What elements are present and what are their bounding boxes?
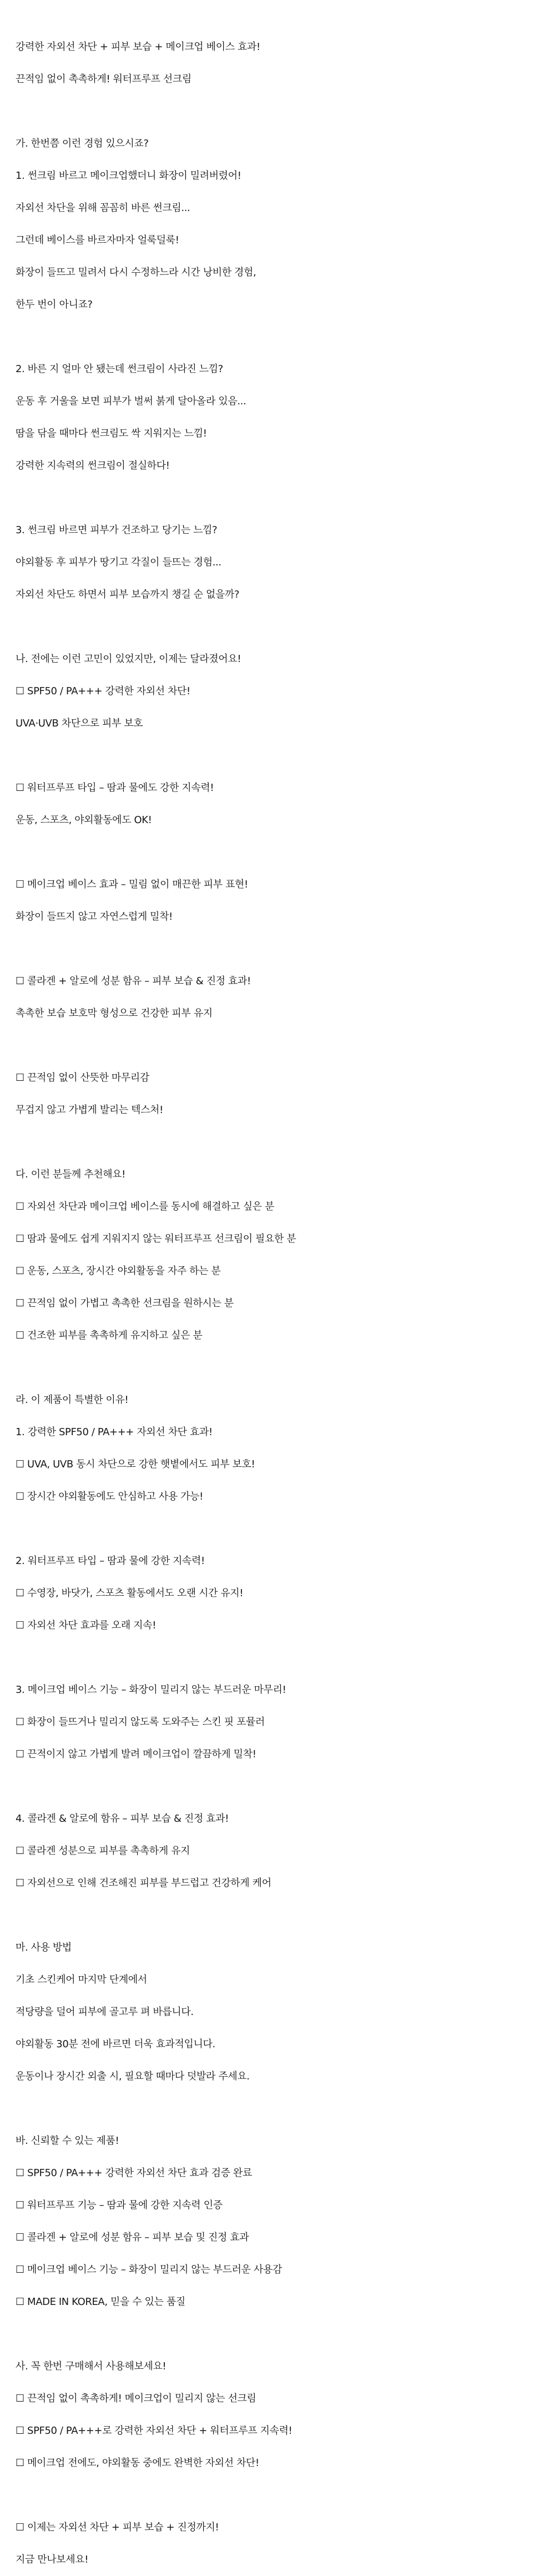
section-heading-line: 4. 콜라겐 & 알로에 함유 – 피부 보습 & 진정 효과! xyxy=(16,1813,229,1825)
paragraph-gap xyxy=(16,1352,555,1384)
text-line: ☐ MADE IN KOREA, 믿을 수 있는 품질 xyxy=(16,2296,185,2308)
text-line: ☐ SPF50 / PA+++ 강력한 자외선 차단! xyxy=(16,685,190,697)
text-line: 무겁지 않고 가볍게 발리는 텍스처! xyxy=(16,1104,163,1116)
paragraph-gap xyxy=(16,96,555,128)
text-line: 화장이 들뜨지 않고 자연스럽게 밀착! xyxy=(16,911,173,923)
text-line: 촉촉한 보습 보호막 형성으로 건강한 피부 유지 xyxy=(16,1008,213,1019)
section-heading-line: 3. 썬크림 바르면 피부가 건조하고 당기는 느낌? xyxy=(16,524,218,536)
text-line: ☐ 끈적임 없이 촉촉하게! 메이크업이 밀리지 않는 선크림 xyxy=(16,2393,256,2404)
section-na-2 xyxy=(16,772,555,836)
text-line: 강력한 지속력의 썬크림이 절실하다! xyxy=(16,460,170,472)
section-ra-2 xyxy=(16,1545,555,1642)
text-line: 운동, 스포츠, 야외활동에도 OK! xyxy=(16,814,152,826)
text-line: 끈적임 없이 촉촉하게! 워터프루프 선크림 xyxy=(16,73,191,85)
text-line: 야외활동 30분 전에 바르면 더욱 효과적입니다. xyxy=(16,2038,215,2050)
paragraph-gap xyxy=(16,321,555,353)
paragraph-gap xyxy=(16,1900,555,1932)
text-line: ☐ UVA, UVB 동시 차단으로 강한 햇볕에서도 피부 보호! xyxy=(16,1459,255,1470)
section-ba xyxy=(16,2125,555,2318)
section-heading-line: ☐ 워터프루프 타입 – 땀과 물에도 강한 지속력! xyxy=(16,782,214,794)
paragraph-gap xyxy=(16,1513,555,1545)
text-line: 1. 썬크림 바르고 메이크업했더니 화장이 밀려버렸어! xyxy=(16,170,241,182)
paragraph-gap xyxy=(16,1126,555,1159)
text-line: ☐ 장시간 야외활동에도 안심하고 사용 가능! xyxy=(16,1491,203,1502)
text-line: ☐ 수영장, 바닷가, 스포츠 활동에서도 오랜 시간 유지! xyxy=(16,1587,244,1599)
text-line: ☐ 땀과 물에도 쉽게 지워지지 않는 워터프루프 선크림이 필요한 분 xyxy=(16,1233,296,1245)
text-line: 야외활동 후 피부가 땅기고 각질이 들뜨는 경험... xyxy=(16,557,221,568)
section-na-4 xyxy=(16,965,555,1030)
section-intro xyxy=(16,31,555,96)
section-ga-2 xyxy=(16,353,555,482)
text-line: 자외선 차단도 하면서 피부 보습까지 챙길 순 없을까? xyxy=(16,589,240,600)
section-heading-line: 3. 메이크업 베이스 기능 – 화장이 밀리지 않는 부드러운 마무리! xyxy=(16,1684,286,1696)
text-line: 화장이 들뜨고 밀려서 다시 수정하느라 시간 낭비한 경험, xyxy=(16,267,256,278)
paragraph-gap xyxy=(16,740,555,772)
paragraph-gap xyxy=(16,482,555,514)
section-sa xyxy=(16,2351,555,2479)
section-da xyxy=(16,1159,555,1352)
text-line: ☐ 콜라겐 + 알로에 성분 함유 – 피부 보습 및 진정 효과 xyxy=(16,2232,249,2243)
text-line: ☐ 워터프루프 기능 – 땀과 물에 강한 지속력 인증 xyxy=(16,2199,223,2211)
text-line: ☐ 화장이 들뜨거나 밀리지 않도록 도와주는 스킨 핏 포뮬러 xyxy=(16,1716,265,1728)
text-line: ☐ SPF50 / PA+++ 강력한 자외선 차단 효과 검증 완료 xyxy=(16,2167,252,2179)
text-line: 운동 후 거울을 보면 피부가 벌써 붉게 달아올라 있음... xyxy=(16,395,246,407)
section-ra-3 xyxy=(16,1674,555,1771)
section-heading-line: ☐ 콜라겐 + 알로에 성분 함유 – 피부 보습 & 진정 효과! xyxy=(16,975,251,987)
text-line: ☐ 메이크업 전에도, 야외활동 중에도 완벽한 자외선 차단! xyxy=(16,2457,259,2469)
text-line: 한두 번이 아니죠? xyxy=(16,299,93,310)
text-line: UVA·UVB 차단으로 피부 보호 xyxy=(16,718,143,729)
text-line: ☐ 운동, 스포츠, 장시간 야외활동을 자주 하는 분 xyxy=(16,1265,221,1277)
section-heading-line: 다. 이런 분들께 추천해요! xyxy=(16,1169,125,1180)
text-line: ☐ 끈적임 없이 가볍고 촉촉한 선크림을 원하시는 분 xyxy=(16,1297,234,1309)
section-ga xyxy=(16,128,555,321)
section-heading-line: ☐ 이제는 자외선 차단 + 피부 보습 + 진정까지! xyxy=(16,2522,219,2533)
section-heading-line: 바. 신뢰할 수 있는 제품! xyxy=(16,2135,119,2147)
section-ga-3 xyxy=(16,514,555,611)
section-heading-line: 마. 사용 방법 xyxy=(16,1942,72,1953)
text-line: 자외선 차단을 위해 꼼꼼히 바른 썬크림... xyxy=(16,202,190,214)
section-heading-line: 강력한 자외선 차단 + 피부 보습 + 메이크업 베이스 효과! xyxy=(16,41,260,53)
section-ra-4 xyxy=(16,1803,555,1900)
text-line: 적당량을 덜어 피부에 골고루 펴 바릅니다. xyxy=(16,2006,194,2018)
section-heading-line: 사. 꼭 한번 구매해서 사용해보세요! xyxy=(16,2361,167,2372)
text-line: ☐ 콜라겐 성분으로 피부를 촉촉하게 유지 xyxy=(16,1845,190,1857)
paragraph-gap xyxy=(16,2318,555,2351)
section-na-5 xyxy=(16,1062,555,1126)
text-line: 그런데 베이스를 바르자마자 얼룩덜룩! xyxy=(16,234,179,246)
text-line: ☐ 자외선 차단 효과를 오래 지속! xyxy=(16,1620,157,1631)
section-heading-line: 2. 워터프루프 타입 – 땀과 물에 강한 지속력! xyxy=(16,1555,205,1567)
section-ma xyxy=(16,1932,555,2093)
text-line: ☐ SPF50 / PA+++로 강력한 자외선 차단 + 워터프루프 지속력! xyxy=(16,2425,292,2437)
paragraph-gap xyxy=(16,2093,555,2125)
section-heading-line: ☐ 메이크업 베이스 효과 – 밀림 없이 매끈한 피부 표현! xyxy=(16,879,248,890)
paragraph-gap xyxy=(16,1030,555,1062)
text-line: 운동이나 장시간 외출 시, 필요할 때마다 덧발라 주세요. xyxy=(16,2071,250,2082)
text-line: 1. 강력한 SPF50 / PA+++ 자외선 차단 효과! xyxy=(16,1426,213,1438)
text-line: 땀을 닦을 때마다 썬크림도 싹 지워지는 느낌! xyxy=(16,428,207,439)
paragraph-gap xyxy=(16,611,555,643)
text-line: ☐ 자외선으로 인해 건조해진 피부를 부드럽고 건강하게 케어 xyxy=(16,1877,271,1889)
section-na-3 xyxy=(16,869,555,933)
text-line: ☐ 메이크업 베이스 기능 – 화장이 밀리지 않는 부드러운 사용감 xyxy=(16,2264,282,2276)
text-line: ☐ 자외선 차단과 메이크업 베이스를 동시에 해결하고 싶은 분 xyxy=(16,1201,275,1212)
paragraph-gap xyxy=(16,2479,555,2512)
text-line: ☐ 건조한 피부를 촉촉하게 유지하고 싶은 분 xyxy=(16,1330,203,1341)
paragraph-gap xyxy=(16,933,555,965)
paragraph-gap xyxy=(16,836,555,869)
section-heading-line: 나. 전에는 이런 고민이 있었지만, 이제는 달라졌어요! xyxy=(16,653,241,665)
section-ra xyxy=(16,1384,555,1513)
text-line: 지금 만나보세요! xyxy=(16,2554,89,2565)
text-line: ☐ 끈적이지 않고 가볍게 발려 메이크업이 깔끔하게 밀착! xyxy=(16,1748,256,1760)
paragraph-gap xyxy=(16,1771,555,1803)
section-na xyxy=(16,643,555,740)
text-line: 기초 스킨케어 마지막 단계에서 xyxy=(16,1974,147,1986)
section-heading-line: 2. 바른 지 얼마 안 됐는데 썬크림이 사라진 느낌? xyxy=(16,363,223,375)
section-heading-line: ☐ 끈적임 없이 산뜻한 마무리감 xyxy=(16,1072,149,1084)
paragraph-gap xyxy=(16,1642,555,1674)
section-heading-line: 가. 한번쯤 이런 경험 있으시죠? xyxy=(16,138,149,149)
section-heading-line: 라. 이 제품이 특별한 이유! xyxy=(16,1394,129,1406)
section-closing xyxy=(16,2512,555,2576)
